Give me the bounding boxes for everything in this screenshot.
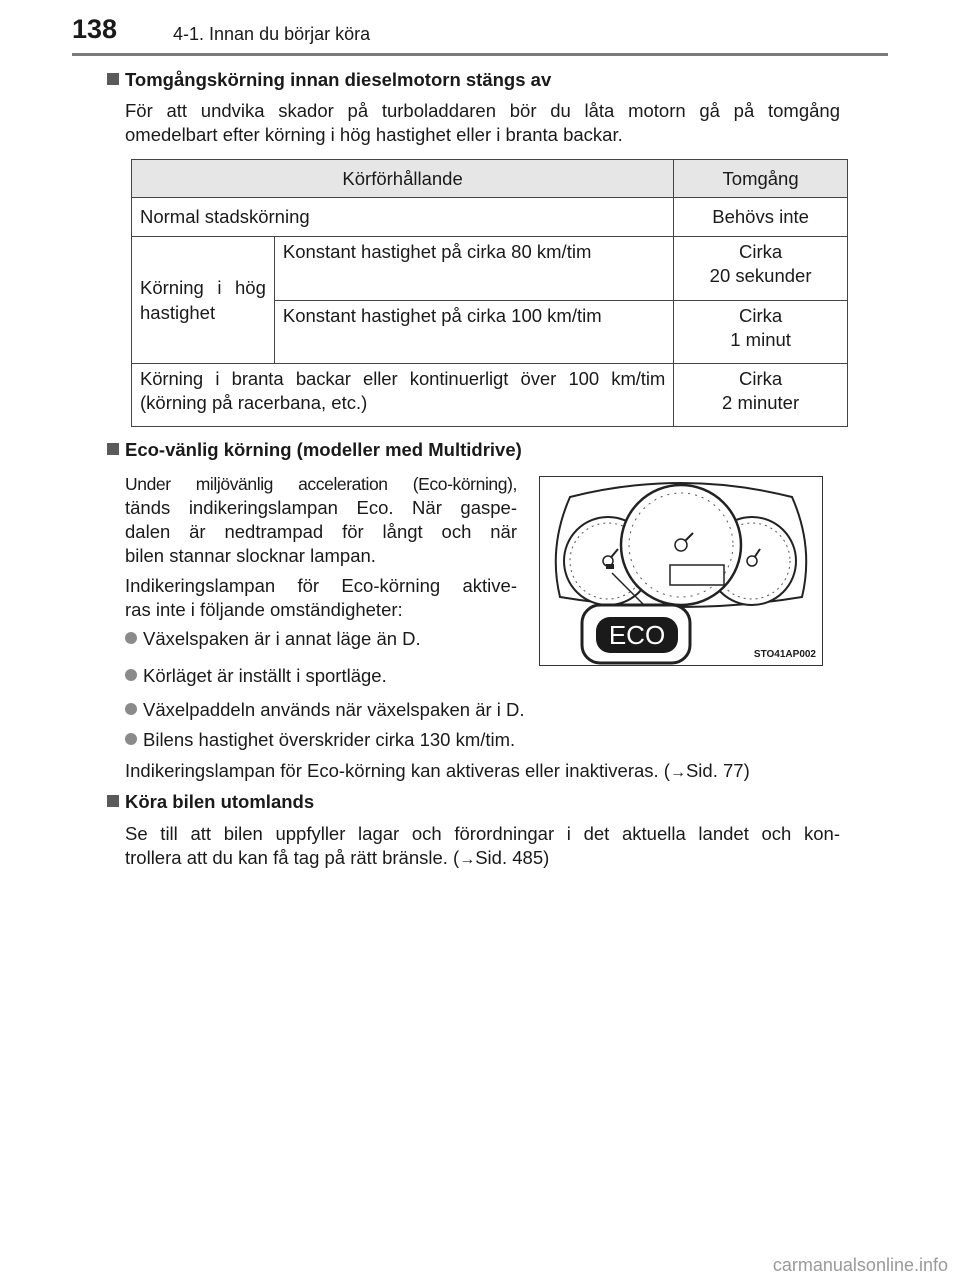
list-item-text: Körläget är inställt i sportläge. [143,665,387,686]
list-item [125,628,421,650]
section-title-abroad [107,791,314,813]
list-item [125,729,515,751]
table-cell [132,363,674,426]
table-cell: Konstant hastighet på cirka 80 km/tim [274,237,673,300]
arrow-right-icon: → [669,764,686,781]
square-bullet-icon [107,795,119,807]
round-bullet-icon [125,632,137,644]
round-bullet-icon [125,733,137,745]
list-item-text: Bilens hastighet överskrider cirka 130 km/tim. [143,729,516,750]
table-cell: Konstant hastighet på cirka 100 km/tim [274,300,673,363]
section-title-text: Tomgångskörning innan dieselmotorn stängs av [125,69,552,90]
square-bullet-icon [107,73,119,85]
cell-line: Körning i hög [140,277,266,299]
eco-indicator-illustration [539,476,823,666]
chapter-title: 4-1. Innan du börjar köra [173,24,371,44]
section-title-text: Eco-vänlig körning (modeller med Multidrive) [125,439,522,460]
page-number: 138 [72,14,118,44]
table-cell: Normal stadskörning [132,198,674,237]
section-body-abroad [125,822,840,872]
idle-table [131,159,848,427]
cell-line: 20 sekunder [709,265,812,287]
body-line: Indikeringslampan för Eco-körning aktive- [125,575,517,596]
eco-footer-note [125,759,845,785]
body-line: omedelbart efter körning i hög hastighet eller i branta backar. [125,124,623,145]
body-line [125,846,840,872]
square-bullet-icon [107,443,119,455]
list-item [125,665,387,687]
table-cell [674,237,848,300]
section-title-eco [107,439,522,461]
table-cell [674,300,848,363]
body-line: dalen är nedtrampad för långt och när [125,521,517,542]
cell-line: 2 minuter [722,391,800,413]
body-line: Se till att bilen uppfyller lagar och förordningar i det aktuella landet och kon- [125,823,840,844]
cell-line: Cirka [739,367,783,389]
section-title-idling [107,69,551,91]
list-item [125,699,525,721]
cell-line: Körning i branta backar eller kontinuerligt över 100 km/tim [140,367,666,389]
page-reference-link[interactable]: Sid. 485) [475,847,550,868]
eco-badge-label: ECO [608,620,666,650]
table-header-idle: Tomgång [674,160,848,198]
table-cell [674,363,848,426]
round-bullet-icon [125,703,137,715]
list-item-text: Växelspaken är i annat läge än D. [143,628,421,649]
body-line: ras inte i följande omständigheter: [125,599,403,620]
cell-line: Cirka [739,241,783,263]
body-line: Under miljövänlig acceleration (Eco-körning), [125,474,517,494]
body-line: bilen stannar slocknar lampan. [125,545,376,566]
table-cell-high-speed [132,237,275,363]
section-title-text: Köra bilen utomlands [125,791,315,812]
round-bullet-icon [125,669,137,681]
note-text: Indikeringslampan för Eco-körning kan aktiveras eller inaktiveras. ( [125,760,670,781]
page-reference-link[interactable]: Sid. 77) [685,760,750,781]
body-line: För att undvika skador på turboladdaren bör du låta motorn gå på tomgång [125,100,840,121]
cell-line: Cirka [739,304,783,326]
body-line: tänds indikeringslampan Eco. När gaspe- [125,497,517,518]
cell-line: (körning på racerbana, etc.) [140,391,368,413]
cell-line: 1 minut [730,328,791,350]
list-item-text: Växelpaddeln används när växelspaken är i D. [143,699,525,720]
eco-conditions-intro [125,574,517,622]
arrow-right-icon: → [459,851,476,868]
watermark: carmanualsonline.info [772,1255,948,1275]
section-body-idling [125,99,840,147]
body-text: trollera att du kan få tag på rätt bränsle. ( [125,847,460,868]
header-divider [72,53,888,56]
cell-line: hastighet [140,302,216,324]
table-header-condition: Körförhållande [132,160,674,198]
eco-intro [125,472,517,568]
table-cell: Behövs inte [674,198,848,237]
instrument-cluster-drawing [540,477,822,665]
illustration-code: STO41AP002 [753,649,816,660]
